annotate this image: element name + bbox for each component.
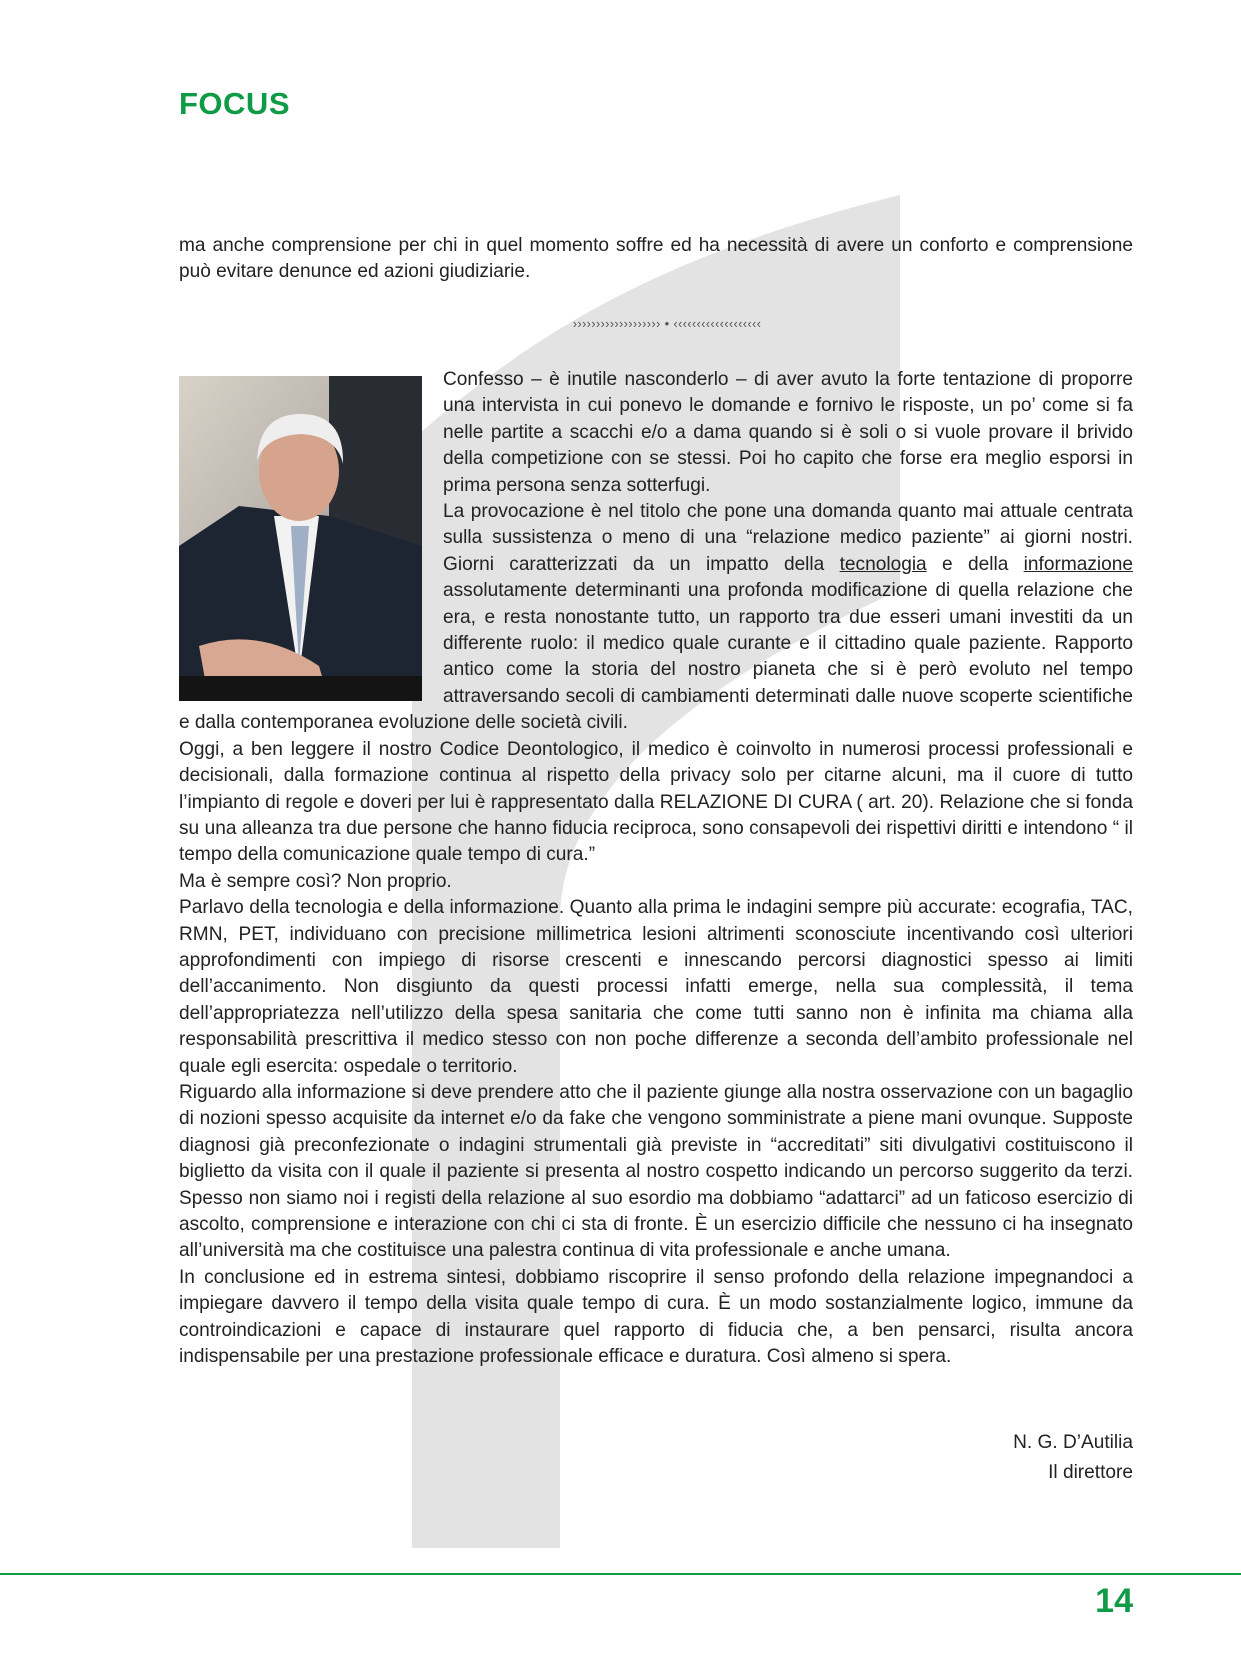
section-title: FOCUS bbox=[179, 86, 290, 121]
footer-divider bbox=[0, 1573, 1241, 1575]
page-number: 14 bbox=[1095, 1582, 1133, 1620]
section-divider: ››››››››››››››››››› • ‹‹‹‹‹‹‹‹‹‹‹‹‹‹‹‹‹‹‹ bbox=[572, 316, 762, 331]
paragraph-2-part-a: La provocazione è nel titolo che pone una domanda quanto mai attuale centrata sulla sussistenza o meno di una “relazione medico paziente” ai giorni nostri. Giorni caratterizzati da un impatto della bbox=[443, 501, 1133, 575]
paragraph-2-part-b: e della bbox=[926, 553, 1024, 575]
paragraph-7: In conclusione ed in estrema sintesi, dobbiamo riscoprire il senso profondo della relazione impegnandoci a impiegare davvero il tempo della visita quale tempo di cura. È un modo sostanzialmente logico, immune da controindicazioni e capace di instaurare quel rapporto di fiducia che, a ben pensarci, risulta ancora indispensabile per una prestazione professionale efficace e duratura. Così almeno si spera. bbox=[179, 1266, 1133, 1368]
paragraph-3: Oggi, a ben leggere il nostro Codice Deontologico, il medico è coinvolto in numerosi processi professionali e decisionali, dalla formazione continua al rispetto della privacy solo per citarne alcuni, ma il cuore di tutto l’impianto di regole e doveri per lui è rappresentato dalla RELAZIONE DI CURA ( art. 20). Relazione che si fonda su una alleanza tra due persone che hanno fiducia reciproca, sono consapevoli dei rispettivi diritti e intendono “ il tempo della comunicazione quale tempo di cura.” bbox=[179, 738, 1133, 866]
paragraph-1: Confesso – è inutile nasconderlo – di aver avuto la forte tentazione di proporre una intervista in cui ponevo le domande e fornivo le risposte, un po’ come si fa nelle partite a scacchi e/o a dama quando si è soli o si vuole provare il brivido della competizione con se stessi. Poi ho capito che forse era meglio esporsi in prima persona senza sotterfugi. bbox=[443, 369, 1133, 496]
photo-spacer bbox=[179, 367, 443, 697]
paragraph-5: Parlavo della tecnologia e della informazione. Quanto alla prima le indagini sempre più accurate: ecografia, TAC, RMN, PET, individuano con precisione millimetrica lesioni altrimenti sconosciute incentivando così ulteriori approfondimenti con impiego di risorse crescenti e innescando percorsi diagnostici spesso ai limiti dell’accanimento. Non disgiunto da questi processi infatti emerge, nella sua complessità, il tema dell’appropriatezza nell’utilizzo della spesa sanitaria che come tutti sanno non è infinita ma chiama alla responsabilità prescrittiva il medico stesso con non poche differenze a seconda dell’ambito professionale nel quale egli esercita: ospedale o territorio. bbox=[179, 897, 1133, 1077]
signature bbox=[1013, 1428, 1133, 1488]
link-tecnologia[interactable]: tecnologia bbox=[839, 553, 927, 575]
signature-name: N. G. D’Autilia bbox=[1013, 1432, 1133, 1453]
intro-paragraph: ma anche comprensione per chi in quel momento soffre ed ha necessità di avere un conforto e comprensione può evitare denunce ed azioni giudiziarie. bbox=[179, 235, 1133, 283]
article-body bbox=[179, 367, 1133, 1370]
paragraph-2-part-c: assolutamente determinanti una profonda modificazione di quella relazione che era, e resta nonostante tutto, un rapporto tra due esseri umani investiti da un differente ruolo: il medico quale curante e il cittadino quale paziente. Rapporto antico come la storia del nostro pianeta che si è però evoluto nel tempo attraversando secoli di cambiamenti determinati dalle nuove scoperte scientifiche e dalla contemporanea evoluzione delle società civili. bbox=[179, 580, 1133, 734]
paragraph-4: Ma è sempre così? Non proprio. bbox=[179, 870, 452, 892]
paragraph-6: Riguardo alla informazione si deve prendere atto che il paziente giunge alla nostra osservazione con un bagaglio di nozioni spesso acquisite da internet e/o da fake che vengono somministrate a piene mani ovunque. Supposte diagnosi già preconfezionate o indagini strumentali già previste in “accreditati” siti divulgativi costituiscono il biglietto da visita con il quale il paziente si presenta al nostro cospetto indicando un percorso suggerito da terzi. Spesso non siamo noi i registi della relazione al suo esordio ma dobbiamo “adattarci” ad un faticoso esercizio di ascolto, comprensione e interazione con chi ci sta di fronte. È un esercizio difficile che nessuno ci ha insegnato all’università ma che costituisce una palestra continua di vita professionale e anche umana. bbox=[179, 1081, 1133, 1262]
signature-role: Il direttore bbox=[1048, 1462, 1133, 1483]
link-informazione[interactable]: informazione bbox=[1023, 553, 1133, 575]
